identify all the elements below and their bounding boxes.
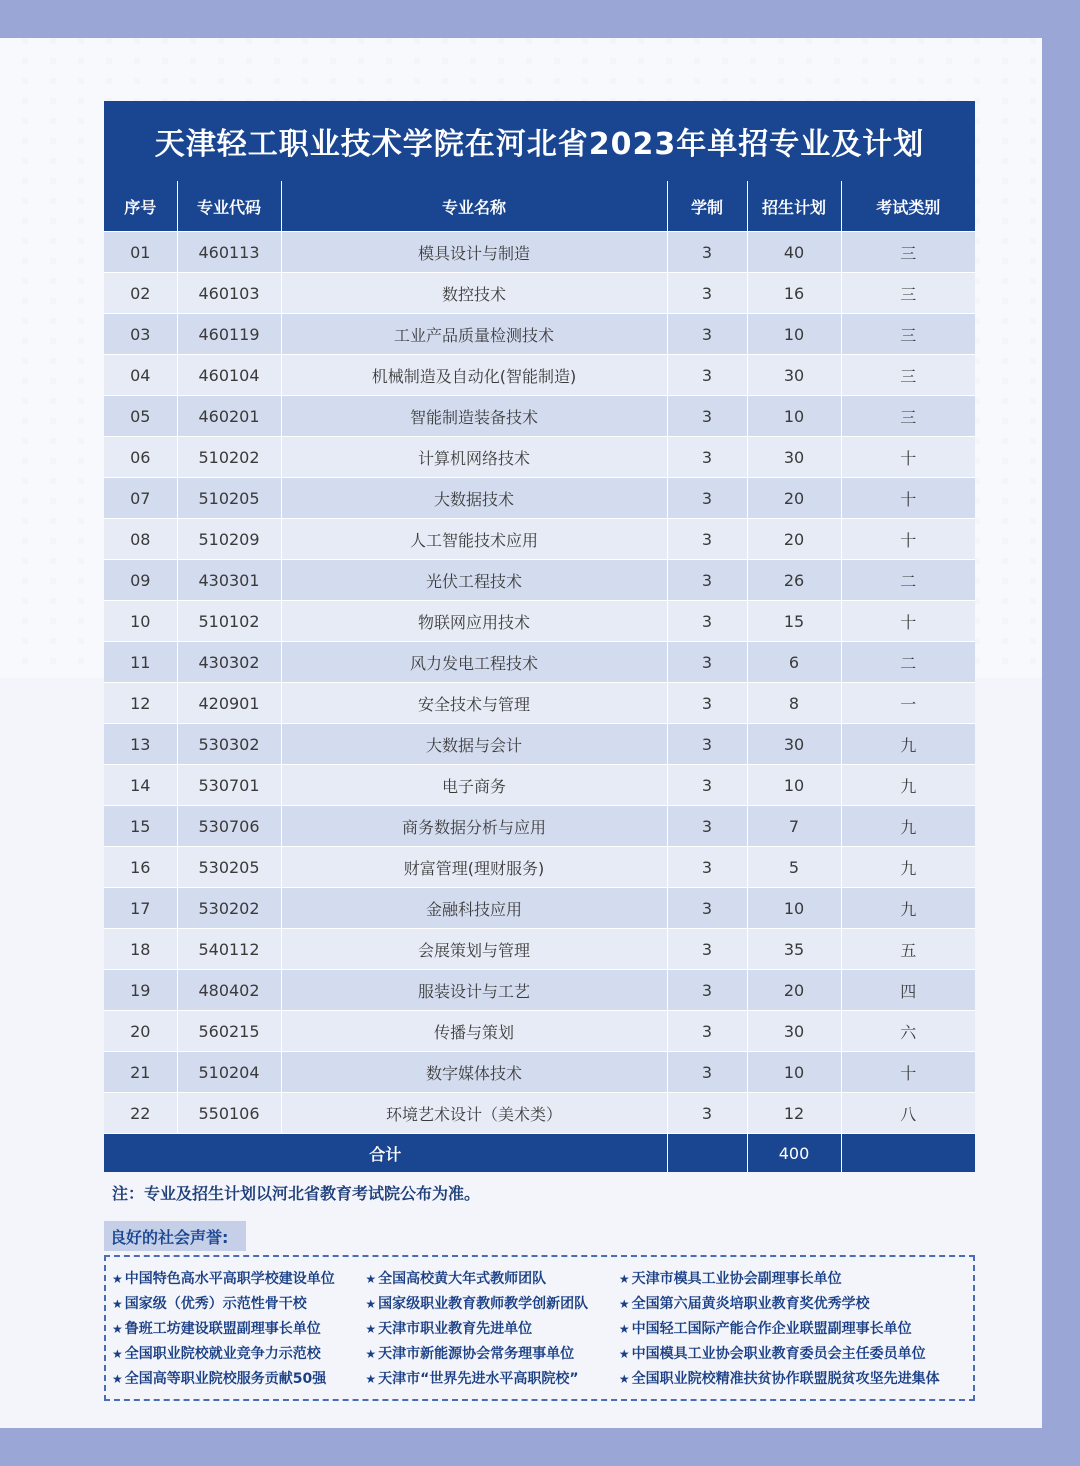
table-row: [104, 601, 975, 642]
cell-major-name: 金融科技应用: [281, 888, 667, 929]
cell-exam-category: 九: [841, 765, 975, 806]
cell-major-name: 智能制造装备技术: [281, 396, 667, 437]
cell-exam-category: 十: [841, 437, 975, 478]
cell-major-name: 风力发电工程技术: [281, 642, 667, 683]
cell-index: 21: [104, 1052, 177, 1093]
cell-index: 11: [104, 642, 177, 683]
cell-index: 03: [104, 314, 177, 355]
cell-index: 12: [104, 683, 177, 724]
table-row: [104, 437, 975, 478]
total-value: 400: [747, 1134, 841, 1173]
honor-item: [365, 1367, 618, 1392]
table-row: [104, 888, 975, 929]
honor-item: [365, 1267, 618, 1292]
total-empty-cell: [841, 1134, 975, 1173]
cell-index: 22: [104, 1093, 177, 1134]
honor-text: 中国模具工业协会职业教育委员会主任委员单位: [631, 1346, 926, 1362]
cell-quota: 5: [747, 847, 841, 888]
honor-item: [619, 1292, 973, 1317]
cell-quota: 30: [747, 1011, 841, 1052]
header-duration: 学制: [667, 181, 747, 232]
cell-duration: 3: [667, 519, 747, 560]
honor-item: [112, 1342, 365, 1367]
cell-exam-category: 三: [841, 273, 975, 314]
cell-major-name: 模具设计与制造: [281, 232, 667, 273]
header-major-code: 专业代码: [177, 181, 281, 232]
honors-column: [112, 1267, 365, 1399]
table-row: [104, 396, 975, 437]
star-icon: ★: [365, 1347, 377, 1361]
footnote: 注：专业及招生计划以河北省教育考试院公布为准。: [112, 1184, 481, 1203]
cell-duration: 3: [667, 929, 747, 970]
honor-item: [365, 1317, 618, 1342]
cell-duration: 3: [667, 683, 747, 724]
table-row: [104, 683, 975, 724]
cell-major-code: 510209: [177, 519, 281, 560]
page-title: 天津轻工职业技术学院在河北省2023年单招专业及计划: [104, 101, 975, 181]
cell-exam-category: 三: [841, 314, 975, 355]
star-icon: ★: [365, 1297, 377, 1311]
honor-text: 国家级（优秀）示范性骨干校: [124, 1296, 307, 1312]
honor-text: 鲁班工坊建设联盟副理事长单位: [124, 1321, 321, 1337]
cell-duration: 3: [667, 273, 747, 314]
honors-box: [104, 1255, 975, 1401]
table-row: [104, 929, 975, 970]
cell-duration: 3: [667, 314, 747, 355]
cell-duration: 3: [667, 1011, 747, 1052]
honor-item: [112, 1367, 365, 1392]
cell-quota: 15: [747, 601, 841, 642]
honor-text: 全国高校黄大年式教师团队: [378, 1271, 547, 1287]
cell-quota: 30: [747, 355, 841, 396]
table-row: [104, 970, 975, 1011]
cell-major-code: 460103: [177, 273, 281, 314]
honors-column: [365, 1267, 618, 1399]
header-exam-category: 考试类别: [841, 181, 975, 232]
cell-index: 19: [104, 970, 177, 1011]
cell-index: 06: [104, 437, 177, 478]
cell-quota: 40: [747, 232, 841, 273]
total-row: [104, 1134, 975, 1173]
honor-text: 全国职业院校精准扶贫协作联盟脱贫攻坚先进集体: [631, 1371, 940, 1387]
cell-major-name: 数控技术: [281, 273, 667, 314]
cell-duration: 3: [667, 601, 747, 642]
table-header-row: [104, 181, 975, 232]
table-row: [104, 1011, 975, 1052]
cell-duration: 3: [667, 888, 747, 929]
honor-text: 中国轻工国际产能合作企业联盟副理事长单位: [631, 1321, 912, 1337]
table-row: [104, 519, 975, 560]
cell-quota: 10: [747, 1052, 841, 1093]
cell-major-code: 510202: [177, 437, 281, 478]
cell-quota: 12: [747, 1093, 841, 1134]
total-empty-cell: [667, 1134, 747, 1173]
cell-quota: 16: [747, 273, 841, 314]
cell-exam-category: 十: [841, 601, 975, 642]
cell-major-name: 传播与策划: [281, 1011, 667, 1052]
cell-quota: 7: [747, 806, 841, 847]
cell-index: 20: [104, 1011, 177, 1052]
cell-exam-category: 二: [841, 642, 975, 683]
cell-duration: 3: [667, 1093, 747, 1134]
cell-major-code: 420901: [177, 683, 281, 724]
cell-major-name: 电子商务: [281, 765, 667, 806]
cell-quota: 30: [747, 724, 841, 765]
cell-major-name: 会展策划与管理: [281, 929, 667, 970]
cell-quota: 6: [747, 642, 841, 683]
cell-major-code: 480402: [177, 970, 281, 1011]
header-major-name: 专业名称: [281, 181, 667, 232]
table-row: [104, 806, 975, 847]
cell-quota: 20: [747, 519, 841, 560]
cell-major-name: 工业产品质量检测技术: [281, 314, 667, 355]
honor-text: 全国第六届黄炎培职业教育奖优秀学校: [631, 1296, 870, 1312]
cell-quota: 10: [747, 888, 841, 929]
cell-major-code: 530302: [177, 724, 281, 765]
cell-major-code: 530202: [177, 888, 281, 929]
cell-index: 18: [104, 929, 177, 970]
cell-exam-category: 九: [841, 806, 975, 847]
cell-exam-category: 十: [841, 1052, 975, 1093]
cell-major-name: 人工智能技术应用: [281, 519, 667, 560]
cell-major-name: 光伏工程技术: [281, 560, 667, 601]
honor-item: [619, 1367, 973, 1392]
star-icon: ★: [618, 1272, 630, 1286]
star-icon: ★: [112, 1322, 123, 1336]
cell-major-name: 机械制造及自动化(智能制造): [281, 355, 667, 396]
cell-index: 13: [104, 724, 177, 765]
cell-exam-category: 三: [841, 232, 975, 273]
cell-index: 15: [104, 806, 177, 847]
table-row: [104, 232, 975, 273]
cell-major-code: 550106: [177, 1093, 281, 1134]
cell-exam-category: 三: [841, 396, 975, 437]
honor-text: 天津市新能源协会常务理事单位: [378, 1346, 575, 1362]
table-row: [104, 560, 975, 601]
honor-item: [619, 1342, 973, 1367]
table-row: [104, 314, 975, 355]
table-row: [104, 1093, 975, 1134]
star-icon: ★: [618, 1372, 630, 1386]
star-icon: ★: [112, 1297, 123, 1311]
cell-exam-category: 二: [841, 560, 975, 601]
cell-duration: 3: [667, 642, 747, 683]
cell-major-code: 530205: [177, 847, 281, 888]
cell-exam-category: 三: [841, 355, 975, 396]
honor-text: 国家级职业教育教师教学创新团队: [378, 1296, 589, 1312]
cell-index: 05: [104, 396, 177, 437]
cell-exam-category: 九: [841, 724, 975, 765]
total-label: 合计: [104, 1134, 667, 1173]
cell-major-name: 服装设计与工艺: [281, 970, 667, 1011]
cell-major-name: 数字媒体技术: [281, 1052, 667, 1093]
cell-duration: 3: [667, 806, 747, 847]
cell-exam-category: 五: [841, 929, 975, 970]
cell-index: 17: [104, 888, 177, 929]
cell-exam-category: 六: [841, 1011, 975, 1052]
cell-duration: 3: [667, 560, 747, 601]
cell-major-name: 环境艺术设计（美术类）: [281, 1093, 667, 1134]
table-row: [104, 273, 975, 314]
honor-item: [365, 1342, 618, 1367]
honor-text: 天津市模具工业协会副理事长单位: [631, 1271, 842, 1287]
honor-text: 全国高等职业院校服务贡献50强: [124, 1371, 327, 1387]
honor-item: [112, 1267, 365, 1292]
cell-major-name: 物联网应用技术: [281, 601, 667, 642]
honor-item: [365, 1292, 618, 1317]
table-row: [104, 724, 975, 765]
cell-major-name: 大数据技术: [281, 478, 667, 519]
honor-text: 全国职业院校就业竞争力示范校: [124, 1346, 321, 1362]
cell-index: 08: [104, 519, 177, 560]
cell-major-code: 460104: [177, 355, 281, 396]
cell-exam-category: 八: [841, 1093, 975, 1134]
cell-major-name: 财富管理(理财服务): [281, 847, 667, 888]
cell-major-code: 430301: [177, 560, 281, 601]
honor-item: [619, 1317, 973, 1342]
cell-index: 14: [104, 765, 177, 806]
cell-major-code: 510205: [177, 478, 281, 519]
cell-exam-category: 九: [841, 888, 975, 929]
table-row: [104, 847, 975, 888]
table-row: [104, 765, 975, 806]
cell-duration: 3: [667, 232, 747, 273]
honor-item: [112, 1317, 365, 1342]
cell-major-code: 560215: [177, 1011, 281, 1052]
honor-item: [112, 1292, 365, 1317]
cell-duration: 3: [667, 437, 747, 478]
honor-text: 天津市职业教育先进单位: [378, 1321, 533, 1337]
cell-duration: 3: [667, 478, 747, 519]
table-row: [104, 1052, 975, 1093]
table-row: [104, 642, 975, 683]
cell-exam-category: 九: [841, 847, 975, 888]
cell-major-code: 540112: [177, 929, 281, 970]
cell-duration: 3: [667, 355, 747, 396]
cell-major-code: 430302: [177, 642, 281, 683]
cell-quota: 20: [747, 970, 841, 1011]
cell-quota: 10: [747, 396, 841, 437]
star-icon: ★: [365, 1372, 377, 1386]
honors-column: [619, 1267, 973, 1399]
table-row: [104, 355, 975, 396]
cell-duration: 3: [667, 724, 747, 765]
honors-heading: 良好的社会声誉:: [104, 1221, 246, 1251]
star-icon: ★: [365, 1272, 377, 1286]
cell-index: 10: [104, 601, 177, 642]
table-row: [104, 478, 975, 519]
cell-index: 09: [104, 560, 177, 601]
cell-exam-category: 四: [841, 970, 975, 1011]
cell-index: 07: [104, 478, 177, 519]
cell-quota: 30: [747, 437, 841, 478]
cell-major-code: 510102: [177, 601, 281, 642]
honor-item: [619, 1267, 973, 1292]
star-icon: ★: [112, 1347, 123, 1361]
cell-duration: 3: [667, 396, 747, 437]
cell-exam-category: 十: [841, 478, 975, 519]
cell-exam-category: 一: [841, 683, 975, 724]
star-icon: ★: [618, 1322, 630, 1336]
cell-major-code: 510204: [177, 1052, 281, 1093]
cell-quota: 35: [747, 929, 841, 970]
cell-major-code: 530701: [177, 765, 281, 806]
star-icon: ★: [618, 1347, 630, 1361]
cell-major-name: 安全技术与管理: [281, 683, 667, 724]
honor-text: 天津市“世界先进水平高职院校”: [378, 1371, 579, 1387]
cell-index: 04: [104, 355, 177, 396]
star-icon: ★: [112, 1272, 123, 1286]
cell-major-name: 大数据与会计: [281, 724, 667, 765]
cell-major-name: 计算机网络技术: [281, 437, 667, 478]
cell-quota: 26: [747, 560, 841, 601]
cell-quota: 10: [747, 314, 841, 355]
cell-duration: 3: [667, 847, 747, 888]
cell-index: 02: [104, 273, 177, 314]
honor-text: 中国特色高水平高职学校建设单位: [124, 1271, 335, 1287]
cell-index: 01: [104, 232, 177, 273]
cell-exam-category: 十: [841, 519, 975, 560]
cell-major-name: 商务数据分析与应用: [281, 806, 667, 847]
cell-duration: 3: [667, 970, 747, 1011]
cell-major-code: 530706: [177, 806, 281, 847]
cell-quota: 20: [747, 478, 841, 519]
star-icon: ★: [365, 1322, 377, 1336]
star-icon: ★: [112, 1372, 123, 1386]
cell-major-code: 460113: [177, 232, 281, 273]
header-index: 序号: [104, 181, 177, 232]
enrollment-plan-table: [104, 181, 975, 1172]
star-icon: ★: [618, 1297, 630, 1311]
cell-quota: 8: [747, 683, 841, 724]
cell-duration: 3: [667, 1052, 747, 1093]
cell-major-code: 460119: [177, 314, 281, 355]
cell-index: 16: [104, 847, 177, 888]
cell-major-code: 460201: [177, 396, 281, 437]
cell-quota: 10: [747, 765, 841, 806]
header-quota: 招生计划: [747, 181, 841, 232]
cell-duration: 3: [667, 765, 747, 806]
